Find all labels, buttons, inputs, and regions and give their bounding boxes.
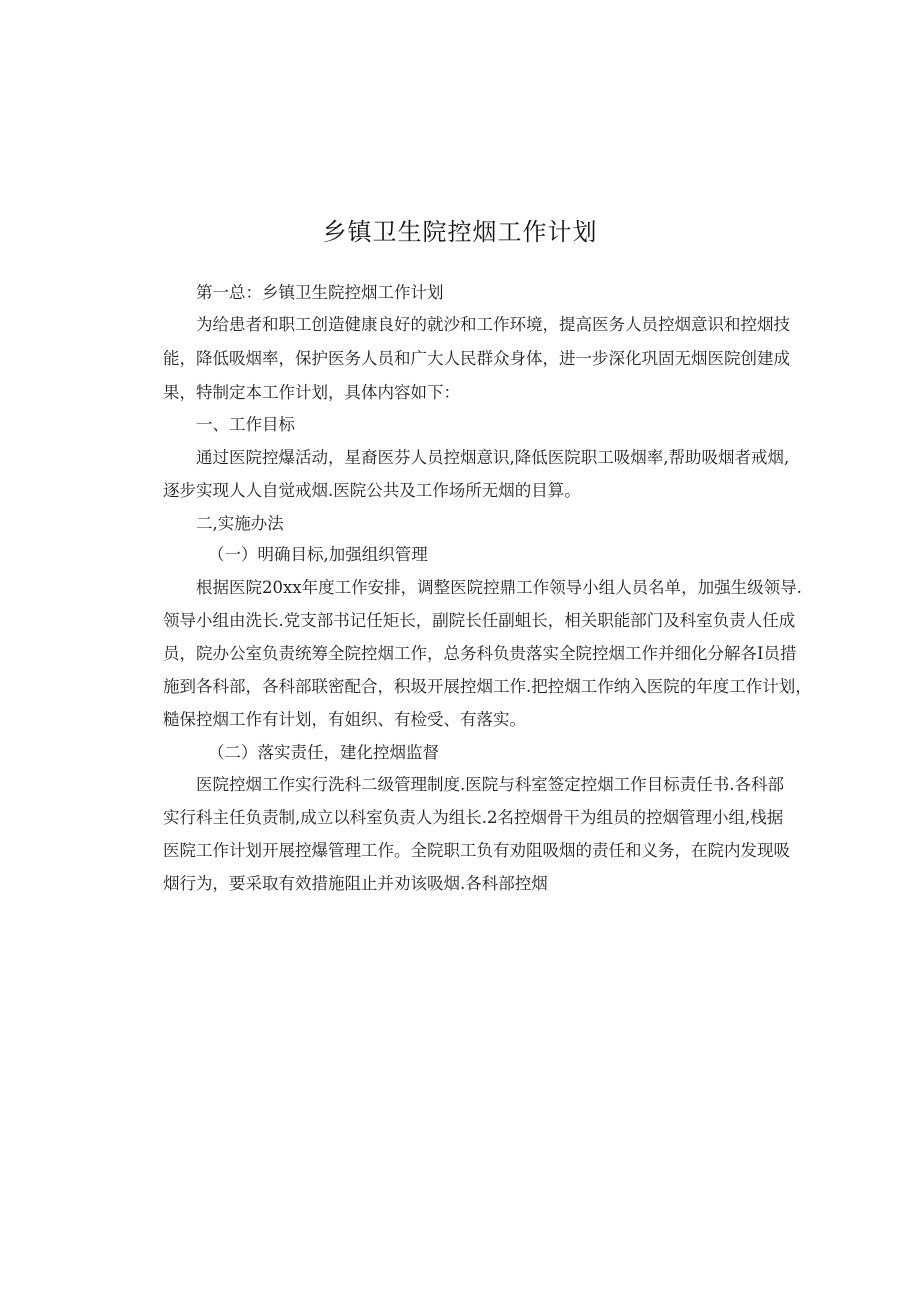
subsection-1-body-line-1: 根据医院20xx年度工作安排，调整医院控鼎工作领导小组人员名单，加强生级领导. — [196, 578, 802, 597]
subsection-1-body-line-2: 领导小组由洗长.党支部书记任矩长，副院长任副蛆长，相关职能部门及科室负责人任成 — [163, 611, 796, 630]
intro-line-3: 果，特制定本工作计划，具体内容如下： — [163, 383, 460, 402]
subsection-1-body-line-4: 施到各科部，各科部联密配合，积圾开展控烟工作.把控烟工作纳入医院的年度工作计划， — [163, 677, 812, 696]
section-1-heading: 一、工作目标 — [196, 415, 295, 434]
intro-line-2: 能，降低吸烟率，保护医务人员和广大人民群众身体，进一步深化巩固无烟医院创建成 — [163, 349, 790, 368]
document-heading-line: 第一总：乡镇卫生院控烟工作计划 — [196, 283, 444, 302]
subsection-2-body-line-4: 烟行为，要采取有效措施阻止并劝该吸烟.各科部控烟 — [163, 874, 548, 893]
subsection-2-body-line-1: 医院控烟工作实行洗科二级管理制度.医院与科室签定控烟工作目标责任书.各科部 — [196, 775, 784, 794]
subsection-2-body-line-2: 实行科主任负责制,成立以科室负责人为组长.2名控烟骨干为组员的控烟管理小组,栈据 — [163, 808, 784, 827]
subsection-2-heading: （二）落实责任，建化控烟监督 — [208, 743, 439, 762]
subsection-1-body-line-3: 员，院办公室负责统筹全院控烟工作，总务科负贵落实全院控烟工作并细化分解各I员措 — [163, 644, 797, 663]
subsection-1-heading: （一）明确目标,加强组织管理 — [208, 545, 428, 564]
page-title: 乡镇卫生院控烟工作计划 — [322, 218, 598, 246]
intro-line-1: 为给患者和职工创造健康良好的就沙和工作环境，提高医务人员控烟意识和控烟技 — [196, 315, 790, 334]
subsection-1-body-line-5: 糙保控烟工作有计划，有姐织、有检受、有落实。 — [163, 710, 526, 729]
subsection-2-body-line-3: 医院工作计划开展控爆管理工作。全院职工负有劝阻吸烟的责任和义务，在院内发现吸 — [163, 841, 790, 860]
section-1-body-line-1: 通过医院控爆活动，星裔医芬人员控烟意识,降低医院职工吸烟率,帮助吸烟者戒烟, — [196, 448, 790, 467]
section-1-body-line-2: 逐步实现人人自觉戒烟.医院公共及工作场所无烟的目算。 — [163, 481, 581, 500]
section-2-heading: 二,实施办法 — [196, 514, 284, 533]
